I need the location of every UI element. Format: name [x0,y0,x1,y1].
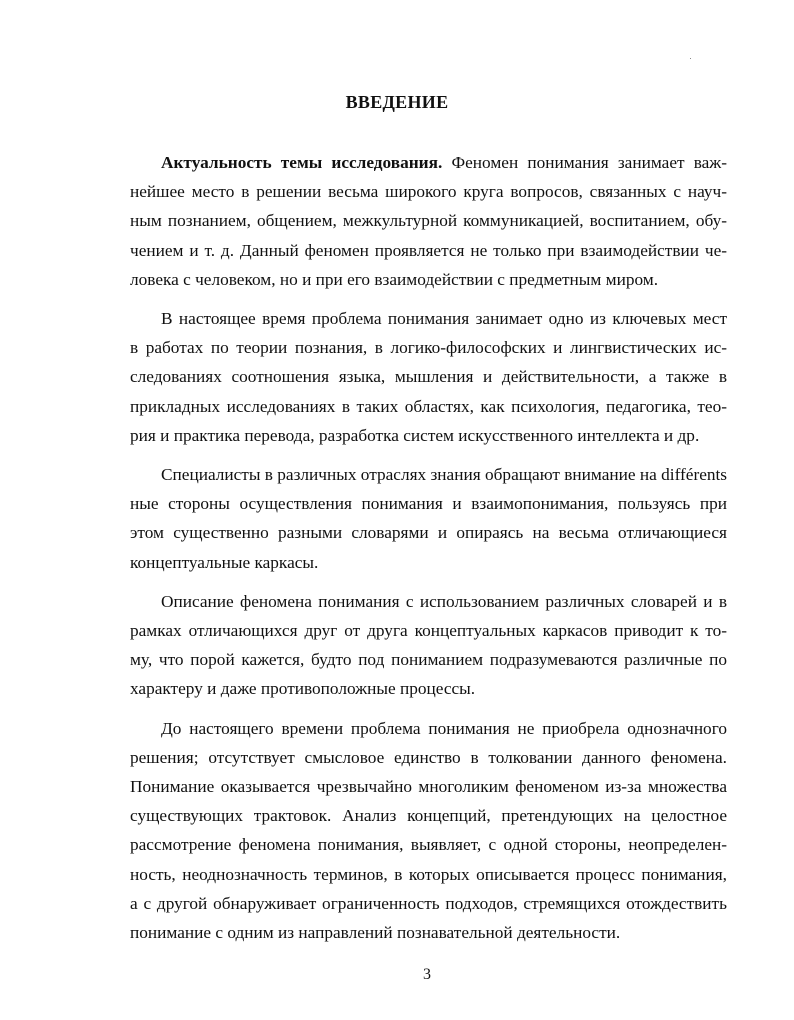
paragraph-line: рия и практика перевода, разработка систем искусственного интеллекта и др. [130,425,700,445]
paragraph-line: В настоящее время проблема понимания занимает одно из ключевых мест [161,309,727,329]
document-body [130,148,727,957]
paragraph-line: в работах по теории познания, в логико-философских и лингвистических ис- [130,338,727,358]
paragraph-line: Описание феномена понимания с использованием различных словарей и в [161,591,727,611]
page-title: ВВЕДЕНИЕ [345,92,449,112]
paragraph-line: му, что порой кажется, будто под пониманием подразумеваются различные по [130,650,727,670]
scan-speck [690,58,691,59]
paragraph-3 [130,460,727,577]
paragraph-line: нейшее место в решении весьма широкого круга вопросов, связанных с науч- [130,182,727,202]
paragraph-line: ность, неоднозначность терминов, в которых описывается процесс понимания, [130,864,727,884]
paragraph-line: ные стороны осуществления понимания и взаимопонимания, пользуясь при [130,494,727,514]
paragraph-line: существующих трактовок. Анализ концепций, претендующих на целостное [130,806,727,826]
paragraph-4 [130,587,727,704]
paragraph-line: чением и т. д. Данный феномен проявляется не только при взаимодействии че- [130,240,727,260]
paragraph-line: следованиях соотношения языка, мышления и действительности, а также в [130,367,727,387]
paragraph-line: а с другой обнаруживает ограниченность подходов, стремящихся отождествить [130,893,727,913]
paragraph-line: рамках отличающихся друг от друга концептуальных каркасов приводит к то- [130,621,727,641]
paragraph-1 [130,148,727,294]
paragraph-line: рассмотрение феномена понимания, выявляет, с одной стороны, неопределен- [130,835,727,855]
paragraph-line: характеру и даже противоположные процессы. [130,679,476,699]
paragraph-line: ловека с человеком, но и при его взаимодействии с предметным миром. [130,269,659,289]
paragraph-5 [130,714,727,948]
paragraph-line: ным познанием, общением, межкультурной коммуникацией, воспитанием, обу- [130,211,727,231]
paragraph-line: прикладных исследованиях в таких областях, как психология, педагогика, тео- [130,396,727,416]
paragraph-line: Специалисты в различных отраслях знания обращают внимание на différents [161,465,728,485]
paragraph-line: этом существенно разными словарями и опираясь на весьма отличающиеся [130,523,727,543]
paragraph-line: До настоящего времени проблема понимания не приобрела однозначного [161,718,727,738]
paragraph-line: Актуальность темы исследования. Феномен понимания занимает важ- [161,153,727,172]
paragraph-line: Понимание оказывается чрезвычайно многоликим феноменом из-за множества [130,777,727,797]
paragraph-2 [130,304,727,450]
paragraph-lead: Актуальность темы исследования. [161,153,443,172]
paragraph-line: решения; отсутствует смысловое единство в толковании данного феномена. [130,747,727,767]
paragraph-line: концептуальные каркасы. [130,552,319,572]
page-number: 3 [423,966,431,983]
paragraph-line: понимание с одним из направлений познавательной деятельности. [130,923,621,943]
